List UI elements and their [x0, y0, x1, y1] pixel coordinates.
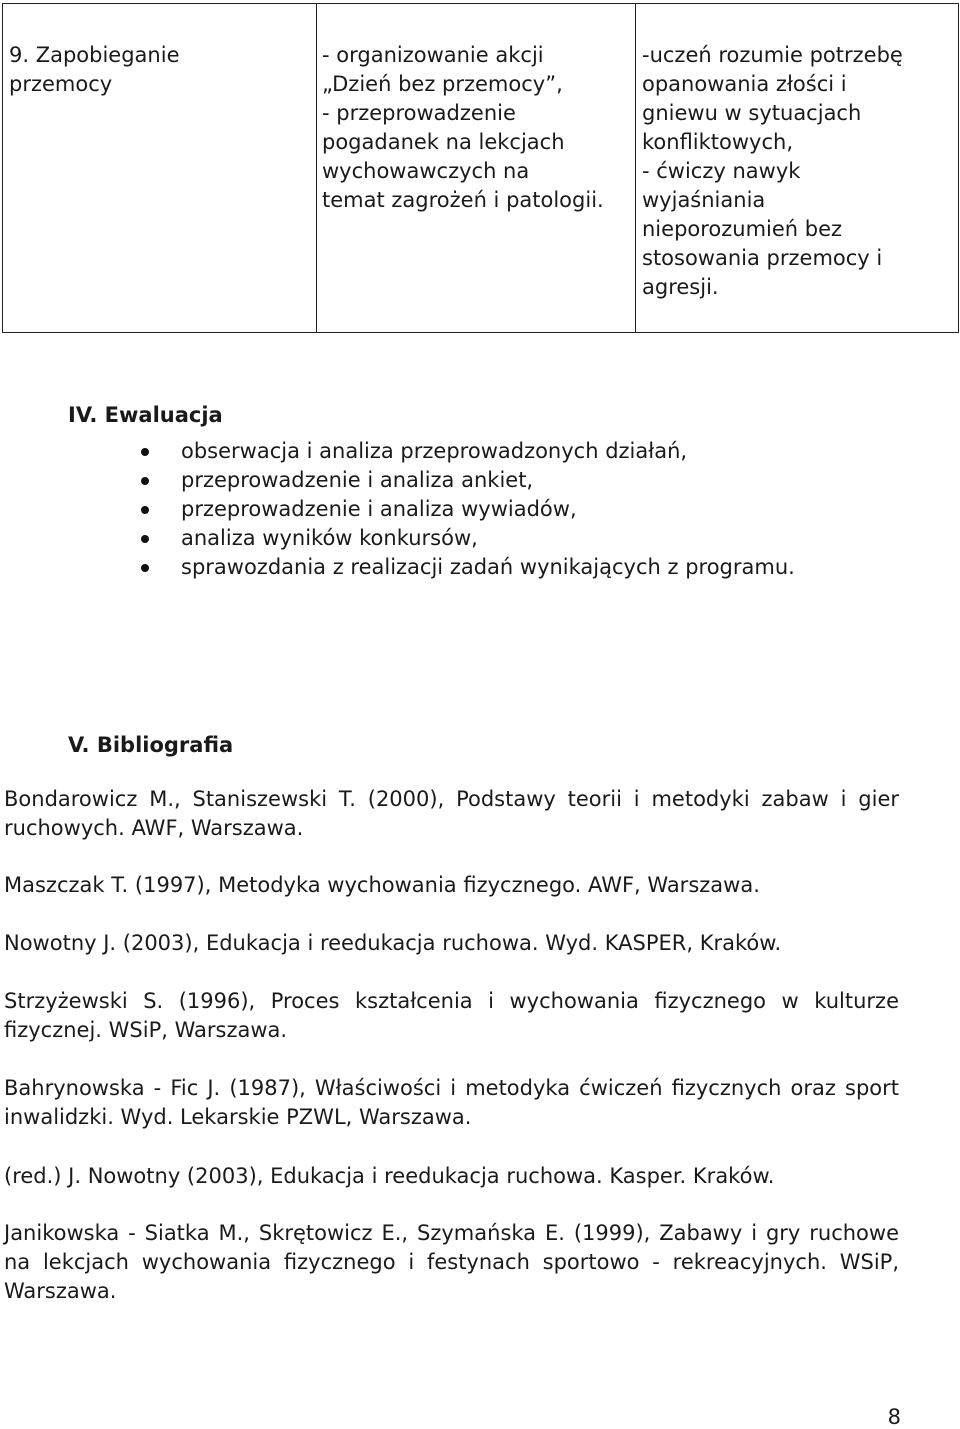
bibliography-heading: V. Bibliografia — [68, 733, 234, 757]
outcomes-text: -uczeń rozumie potrzebę opanowania złości i gniewu w sytuacjach konfliktowych, - ćwiczy nawyk wyjaśniania nieporozumień bez stosowania przemocy i agresji. — [642, 43, 903, 299]
list-item: przeprowadzenie i analiza wywiadów, — [0, 495, 795, 524]
bibliography-entry: Nowotny J. (2003), Edukacja i reedukacja ruchowa. Wyd. KASPER, Kraków. — [4, 931, 782, 955]
bullet-icon — [141, 535, 149, 543]
bullet-icon — [141, 564, 149, 572]
list-item: analiza wyników konkursów, — [0, 524, 795, 553]
topic-text: 9. Zapobieganie przemocy — [9, 43, 180, 96]
program-table — [2, 3, 959, 333]
page-number: 8 — [887, 1405, 901, 1429]
bullet-icon — [141, 506, 149, 514]
bibliography-entry: (red.) J. Nowotny (2003), Edukacja i reedukacja ruchowa. Kasper. Kraków. — [4, 1164, 775, 1188]
bullet-icon — [141, 477, 149, 485]
table-row — [3, 4, 959, 333]
table-cell-topic — [3, 4, 317, 333]
bibliography-entry: Bondarowicz M., Staniszewski T. (2000), Podstawy teorii i metodyki zabaw i gier ruchowych. AWF, Warszawa. — [4, 787, 899, 840]
list-item: obserwacja i analiza przeprowadzonych działań, — [0, 437, 795, 466]
evaluation-list — [0, 437, 795, 582]
table-cell-outcomes — [636, 4, 959, 333]
bibliography-entry: Strzyżewski S. (1996), Proces kształcenia i wychowania fizycznego w kulturze fizycznej. WSiP, Warszawa. — [4, 989, 899, 1042]
activities-text: - organizowanie akcji „Dzień bez przemocy”, - przeprowadzenie pogadanek na lekcjach wychowawczych na temat zagrożeń i patologii. — [322, 43, 604, 212]
evaluation-heading: IV. Ewaluacja — [68, 403, 223, 427]
table-cell-activities — [317, 4, 636, 333]
list-item: sprawozdania z realizacji zadań wynikających z programu. — [0, 553, 795, 582]
bibliography-entry: Maszczak T. (1997), Metodyka wychowania fizycznego. AWF, Warszawa. — [4, 873, 760, 897]
bullet-icon — [141, 448, 149, 456]
list-item: przeprowadzenie i analiza ankiet, — [0, 466, 795, 495]
bibliography-entry: Bahrynowska - Fic J. (1987), Właściwości i metodyka ćwiczeń fizycznych oraz sport inwalidzki. Wyd. Lekarskie PZWL, Warszawa. — [4, 1076, 899, 1129]
bibliography-entry: Janikowska - Siatka M., Skrętowicz E., Szymańska E. (1999), Zabawy i gry ruchowe na lekcjach wychowania fizycznego i festynach sportowo - rekreacyjnych. WSiP, Warszawa. — [4, 1221, 899, 1303]
